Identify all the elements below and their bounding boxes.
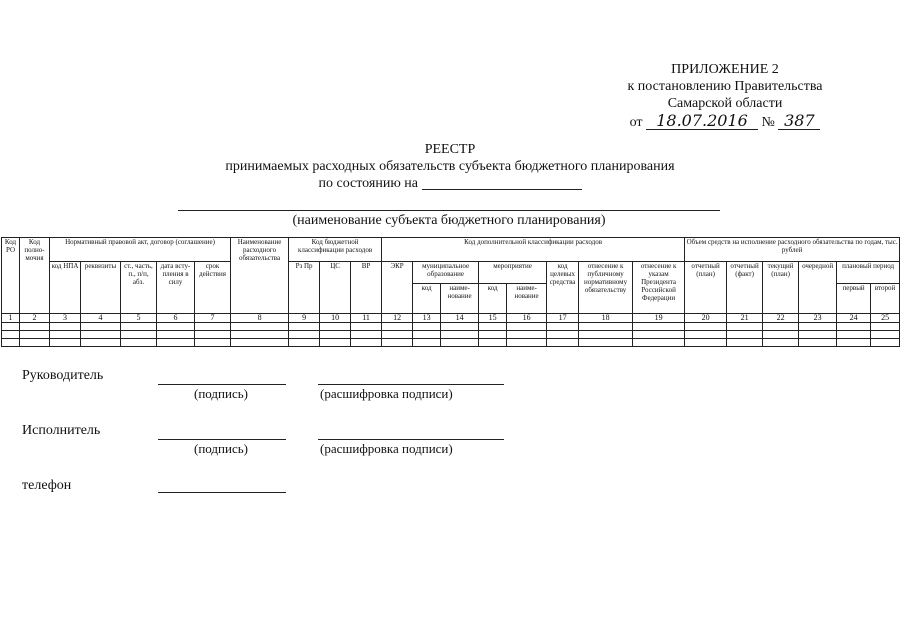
appendix-line-3: Самарской области [667, 96, 783, 111]
rukovoditel-name-line [318, 384, 504, 385]
appendix-title: ПРИЛОЖЕНИЕ 2 [671, 62, 779, 77]
column-number: 19 [633, 314, 685, 323]
header-otchetny-plan: отчетный (план) [685, 262, 727, 314]
header-mun-naimenovanie: наиме-нование [441, 284, 479, 314]
title-block [130, 141, 770, 192]
table-row [2, 331, 900, 339]
table-row [2, 323, 900, 331]
header-mer-naimenovanie: наиме-нование [507, 284, 547, 314]
header-mun-kod: код [413, 284, 441, 314]
status-date-label: по состоянию на [318, 176, 419, 191]
column-number: 2 [20, 314, 50, 323]
column-number: 5 [121, 314, 157, 323]
header-ocherednoy: очередной [799, 262, 837, 314]
label-ispolnitel: Исполнитель [22, 423, 101, 438]
header-npa-group: Нормативный правовой акт, договор (соглашение) [50, 238, 231, 262]
number-value: 387 [778, 112, 820, 130]
table-row [2, 339, 900, 347]
column-number: 12 [382, 314, 413, 323]
header-tekushchiy-plan: текущий (план) [763, 262, 799, 314]
date-prefix: от [629, 115, 643, 130]
ispolnitel-signature-line [158, 439, 286, 440]
column-number: 22 [763, 314, 799, 323]
header-vr: ВР [351, 262, 382, 314]
ispolnitel-name-line [318, 439, 504, 440]
column-number: 17 [547, 314, 579, 323]
header-rzpr: Рз Пр [289, 262, 320, 314]
column-number: 18 [579, 314, 633, 323]
header-ekr: ЭКР [382, 262, 413, 314]
header-data-vstupleniya: дата всту-пления в силу [157, 262, 195, 314]
telefon-line [158, 492, 286, 493]
appendix-line-2: к постановлению Правительства [627, 79, 823, 94]
header-kod-ro: Код РО [2, 238, 20, 314]
rukovoditel-rasshifrovka-caption: (расшифровка подписи) [320, 386, 453, 401]
header-row-2 [2, 262, 900, 284]
entity-name-caption: (наименование субъекта бюджетного планирования) [292, 213, 606, 228]
status-date-blank [422, 176, 582, 190]
column-number: 1 [2, 314, 20, 323]
header-planovy-period: плановый период [837, 262, 900, 284]
appendix-date-line [560, 112, 890, 131]
column-number: 9 [289, 314, 320, 323]
column-number: 25 [871, 314, 900, 323]
date-value: 18.07.2016 [646, 112, 758, 130]
ispolnitel-rasshifrovka-caption: (расшифровка подписи) [320, 441, 453, 456]
header-kod-cel-sredstva: код целевых средства [547, 262, 579, 314]
column-number: 15 [479, 314, 507, 323]
rukovoditel-signature-line [158, 384, 286, 385]
header-meropriyatie: мероприятие [479, 262, 547, 284]
header-row-1 [2, 238, 900, 262]
header-cs: ЦС [320, 262, 351, 314]
register-subject: принимаемых расходных обязательств субъекта бюджетного планирования [225, 159, 675, 174]
entity-name-line [178, 210, 720, 211]
header-otchetny-fakt: отчетный (факт) [727, 262, 763, 314]
header-dop-group: Код дополнительной классификации расходов [382, 238, 685, 262]
label-rukovoditel: Руководитель [22, 368, 104, 383]
header-kod-polnomochiya: Код полно-мочия [20, 238, 50, 314]
ispolnitel-podpis-caption: (подпись) [194, 441, 248, 456]
header-kbk-group: Код бюджетной классификации расходов [289, 238, 382, 262]
column-number: 7 [195, 314, 231, 323]
header-otnesenie-publ: отнесение к публичному нормативному обязательству [579, 262, 633, 314]
column-number: 10 [320, 314, 351, 323]
column-number: 4 [81, 314, 121, 323]
register-title: РЕЕСТР [424, 142, 476, 157]
header-mer-kod: код [479, 284, 507, 314]
appendix-block [560, 61, 890, 131]
header-mun-obr: муниципальное образование [413, 262, 479, 284]
column-number: 3 [50, 314, 81, 323]
header-rekvizity: реквизиты [81, 262, 121, 314]
column-number: 13 [413, 314, 441, 323]
header-srok-deystviya: срок действия [195, 262, 231, 314]
number-prefix: № [761, 115, 775, 130]
column-number-row [2, 314, 900, 323]
column-number: 23 [799, 314, 837, 323]
column-number: 21 [727, 314, 763, 323]
header-naimenovanie-ro: Наименование расходного обязательства [231, 238, 289, 314]
status-date-line [130, 175, 770, 192]
header-perviy: первый [837, 284, 871, 314]
rukovoditel-podpis-caption: (подпись) [194, 386, 248, 401]
column-number: 11 [351, 314, 382, 323]
label-telefon: телефон [22, 478, 72, 493]
register-table [1, 237, 900, 347]
header-statya: ст., часть, п., п/п, абз. [121, 262, 157, 314]
column-number: 20 [685, 314, 727, 323]
column-number: 8 [231, 314, 289, 323]
header-vtoroy: второй [871, 284, 900, 314]
column-number: 6 [157, 314, 195, 323]
header-otnesenie-ukaz: отнесение к указам Президента Российской Федерации [633, 262, 685, 314]
column-number: 16 [507, 314, 547, 323]
header-obem-group: Объем средств на исполнение расходного обязательства по годам, тыс. рублей [685, 238, 900, 262]
column-number: 24 [837, 314, 871, 323]
header-kod-npa: код НПА [50, 262, 81, 314]
column-number: 14 [441, 314, 479, 323]
